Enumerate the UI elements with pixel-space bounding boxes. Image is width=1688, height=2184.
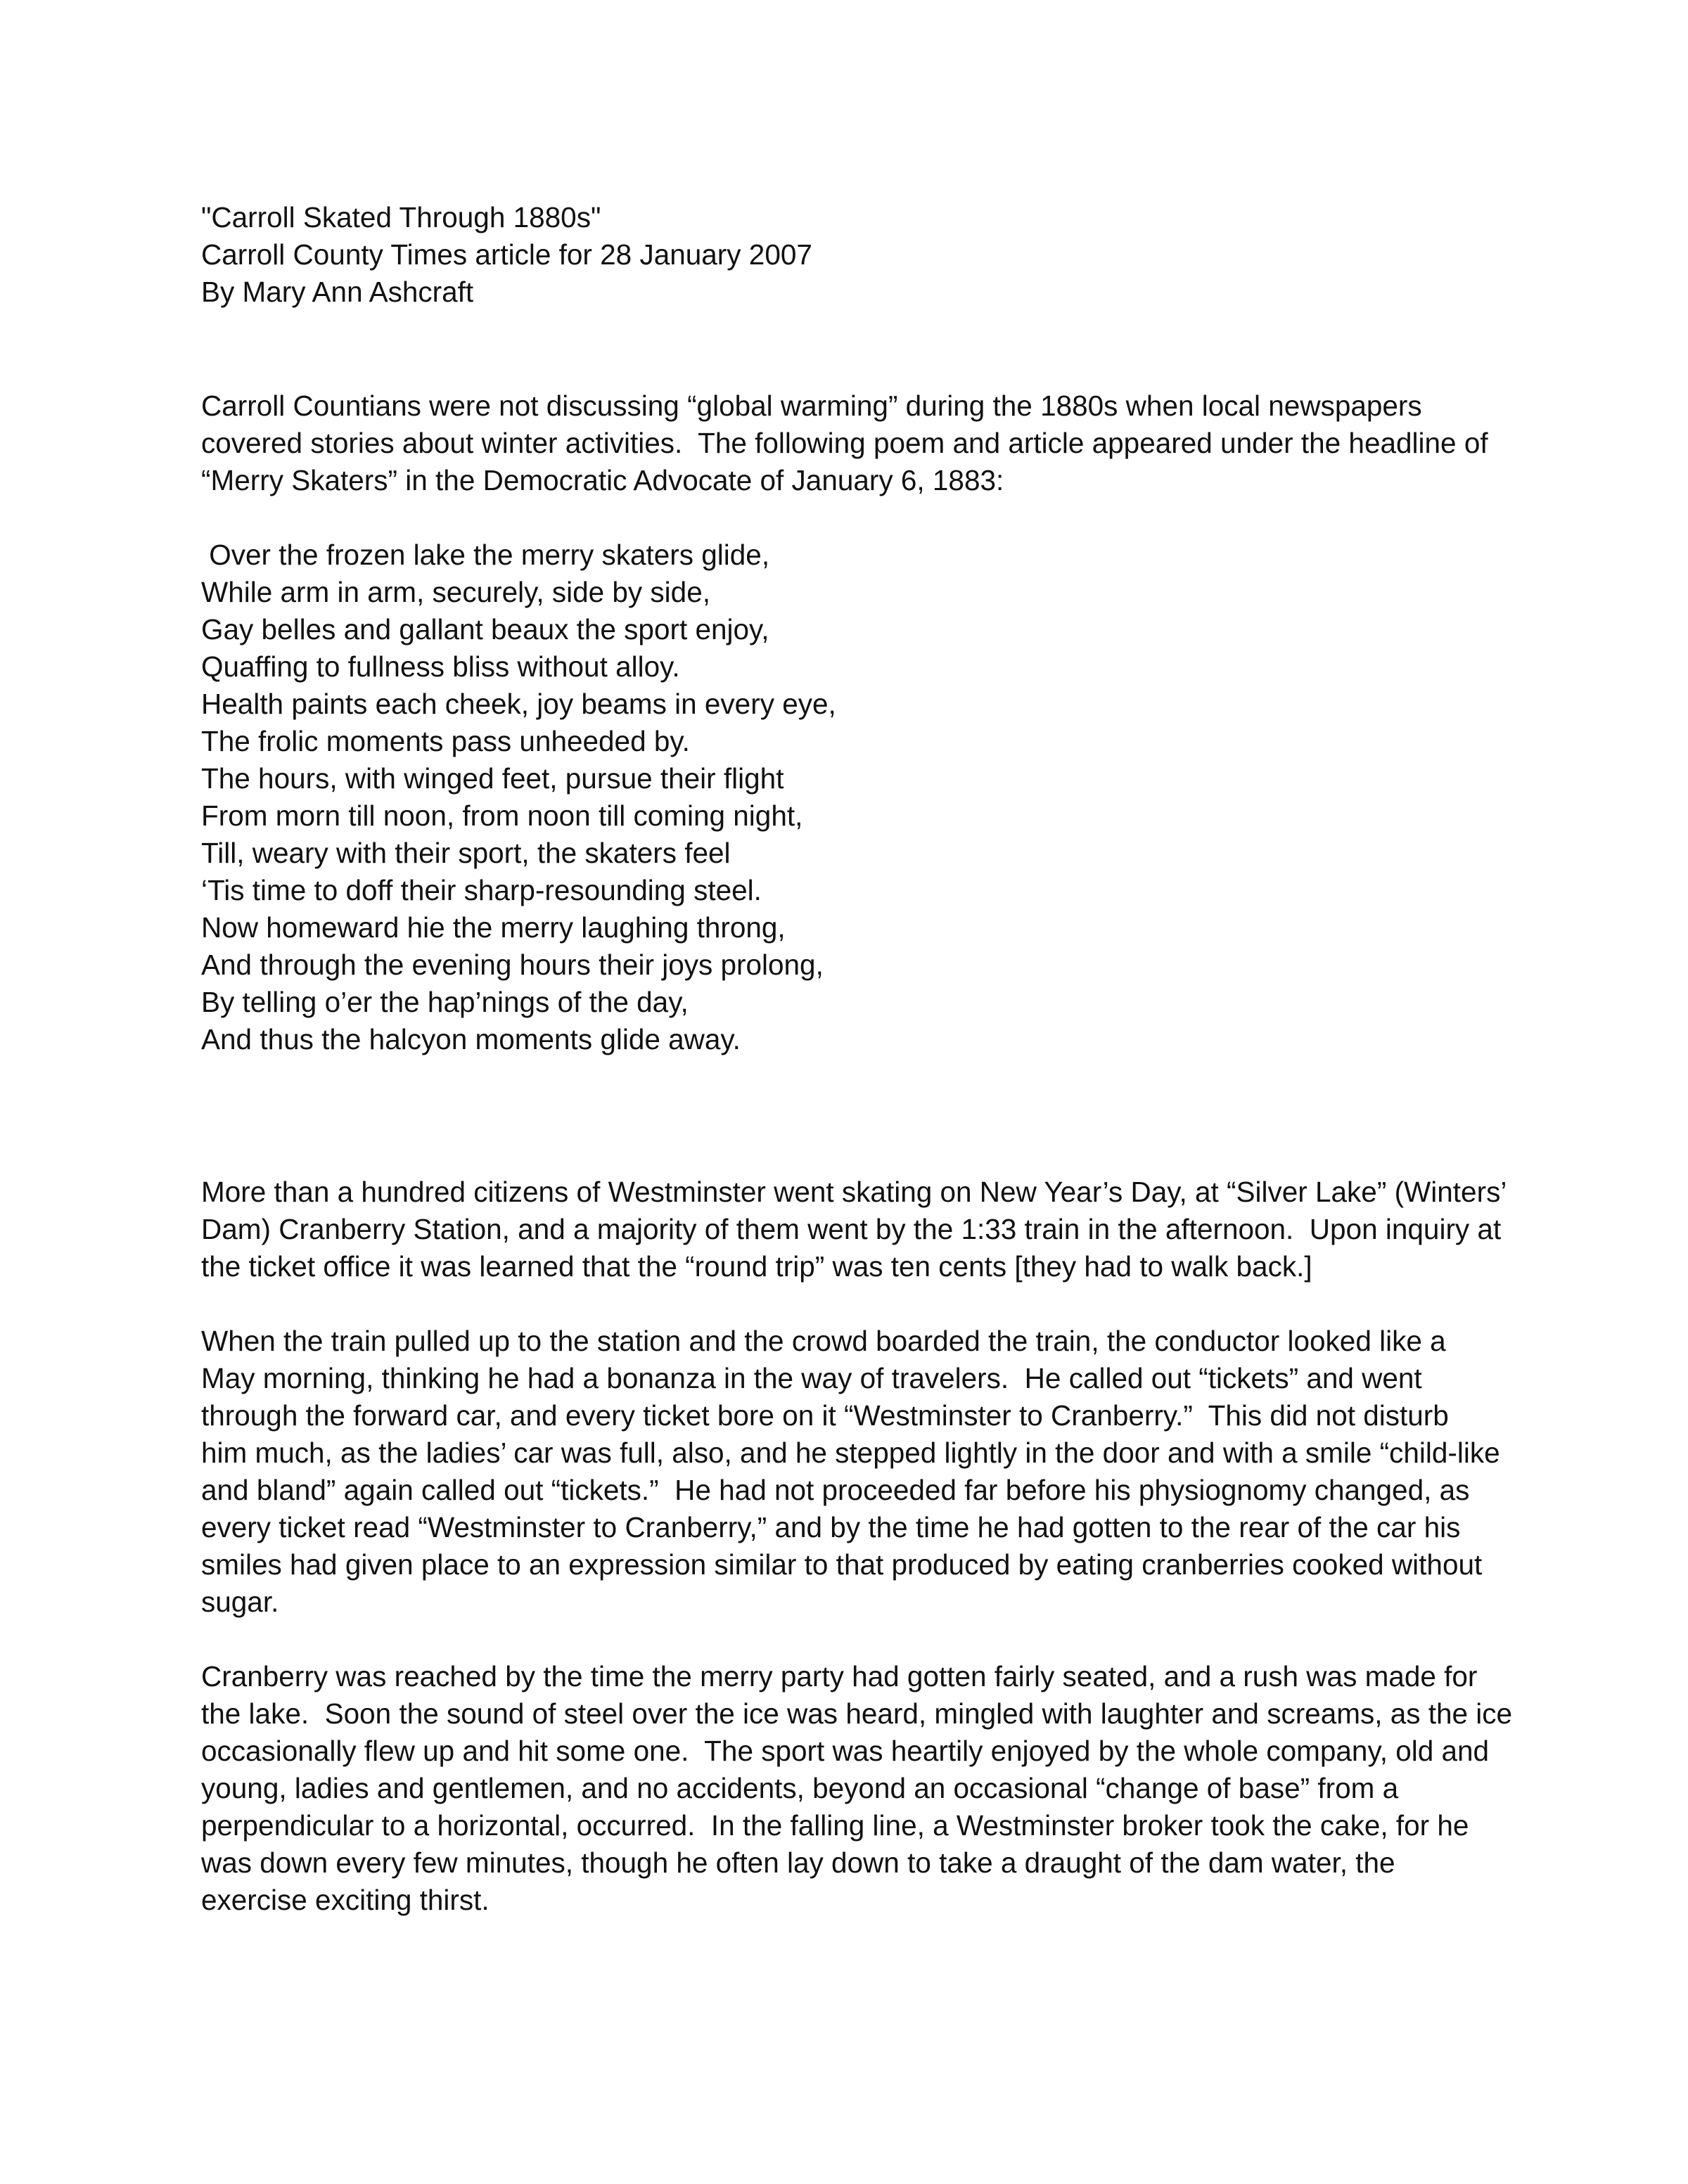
paragraph-line: the lake. Soon the sound of steel over the ice was heard, mingled with laughter and screams, as the ice — [201, 1697, 1513, 1730]
poem-line: Now homeward hie the merry laughing throng, — [201, 911, 786, 944]
poem-line: The frolic moments pass unheeded by. — [201, 725, 690, 757]
poem-line: Health paints each cheek, joy beams in every eye, — [201, 688, 836, 720]
poem-line: Till, weary with their sport, the skaters feel — [201, 837, 731, 869]
paragraph-line: exercise exciting thirst. — [201, 1884, 490, 1916]
intro-and-poem — [201, 387, 1488, 1058]
blank-line — [201, 499, 1488, 537]
intro-line: “Merry Skaters” in the Democratic Advocate of January 6, 1883: — [201, 464, 1004, 496]
paragraph-line: More than a hundred citizens of Westminster went skating on New Year’s Day, at “Silver Lake” (Winters’ — [201, 1176, 1507, 1208]
paragraph-line: May morning, thinking he had a bonanza in the way of travelers. He called out “tickets” and went — [201, 1362, 1422, 1394]
article-byline: By Mary Ann Ashcraft — [201, 276, 474, 308]
paragraph-line: every ticket read “Westminster to Cranberry,” and by the time he had gotten to the rear of the car his — [201, 1511, 1461, 1543]
blank-line — [201, 1285, 1512, 1323]
paragraph-line: When the train pulled up to the station and the crowd boarded the train, the conductor looked like a — [201, 1325, 1446, 1357]
paragraph-line: Dam) Cranberry Station, and a majority of them went by the 1:33 train in the afternoon. Upon inquiry at — [201, 1213, 1502, 1245]
paragraph-line: and bland” again called out “tickets.” He had not proceeded far before his physiognomy changed, as — [201, 1474, 1470, 1506]
poem-line: ‘Tis time to doff their sharp-resounding steel. — [201, 874, 762, 906]
article-title: "Carroll Skated Through 1880s" — [201, 201, 601, 233]
article-source: Carroll County Times article for 28 January 2007 — [201, 238, 812, 271]
poem-line: And thus the halcyon moments glide away. — [201, 1023, 741, 1055]
paragraph-line: was down every few minutes, though he often lay down to take a draught of the dam water, the — [201, 1846, 1395, 1879]
paragraph-line: young, ladies and gentlemen, and no accidents, beyond an occasional “change of base” from a — [201, 1772, 1399, 1804]
paragraph-line: Cranberry was reached by the time the merry party had gotten fairly seated, and a rush was made for — [201, 1660, 1478, 1692]
poem-line: From morn till noon, from noon till coming night, — [201, 799, 803, 832]
poem-line: Gay belles and gallant beaux the sport enjoy, — [201, 613, 769, 645]
paragraph-line: sugar. — [201, 1586, 279, 1618]
article-header — [201, 199, 812, 311]
paragraph-line: perpendicular to a horizontal, occurred. In the falling line, a Westminster broker took the cake, for he — [201, 1809, 1469, 1842]
paragraph-line: the ticket office it was learned that the “round trip” was ten cents [they had to walk back.] — [201, 1250, 1312, 1283]
blank-line — [201, 1621, 1512, 1658]
intro-line: covered stories about winter activities. The following poem and article appeared under the headline of — [201, 427, 1488, 459]
poem-line: Quaffing to fullness bliss without alloy. — [201, 650, 680, 683]
poem-line: By telling o’er the hap’nings of the day, — [201, 986, 689, 1018]
article-body — [201, 1174, 1512, 1919]
paragraph-line: him much, as the ladies’ car was full, also, and he stepped lightly in the door and with a smile “child-like — [201, 1437, 1500, 1469]
poem-line: And through the evening hours their joys prolong, — [201, 949, 824, 981]
poem-line: While arm in arm, securely, side by side, — [201, 576, 710, 608]
paragraph-line: smiles had given place to an expression similar to that produced by eating cranberries cooked without — [201, 1548, 1483, 1581]
poem-line: Over the frozen lake the merry skaters glide, — [201, 539, 770, 571]
paragraph-line: through the forward car, and every ticket bore on it “Westminster to Cranberry.” This did not disturb — [201, 1399, 1449, 1432]
intro-line: Carroll Countians were not discussing “global warming” during the 1880s when local newspapers — [201, 390, 1422, 422]
poem-line: The hours, with winged feet, pursue their flight — [201, 762, 784, 795]
paragraph-line: occasionally flew up and hit some one. The sport was heartily enjoyed by the whole company, old and — [201, 1735, 1490, 1767]
